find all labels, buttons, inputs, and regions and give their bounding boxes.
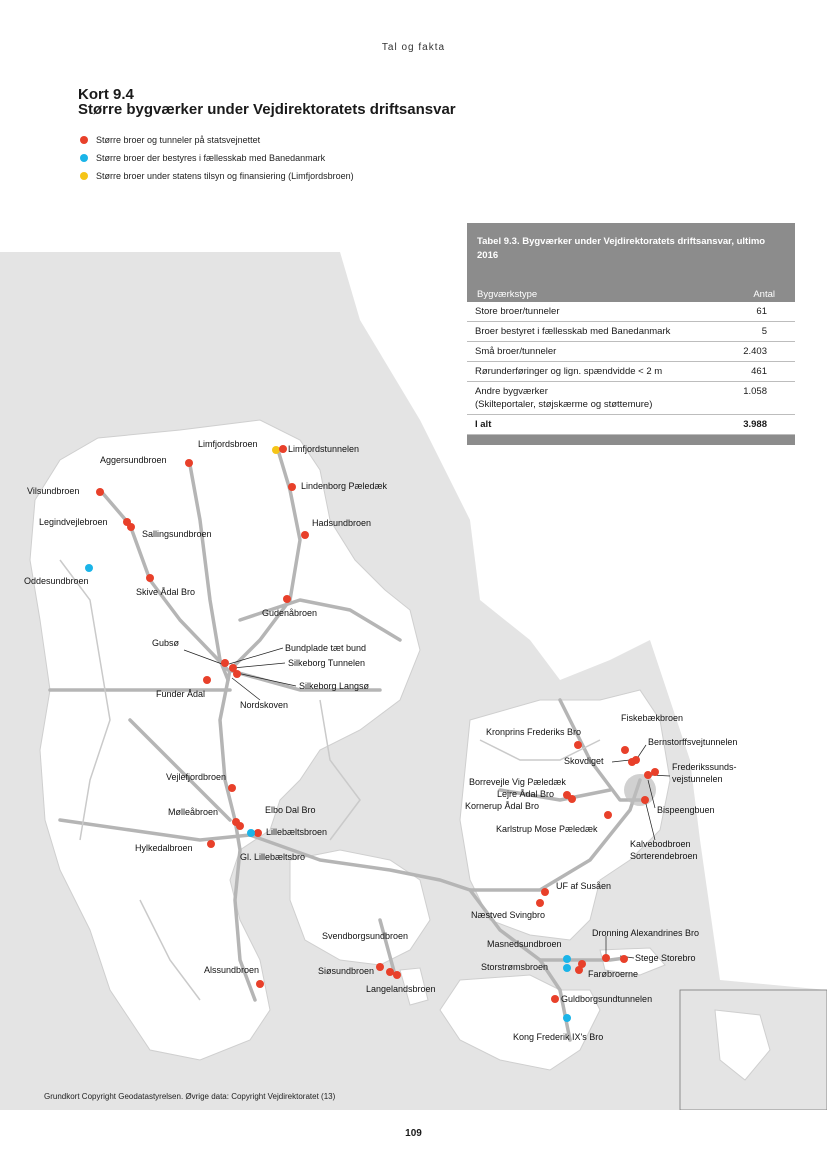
marker-gubsoe bbox=[221, 659, 229, 667]
label-kong-frederik: Kong Frederik IX's Bro bbox=[513, 1032, 604, 1042]
row-count: 61 bbox=[756, 306, 767, 317]
row-count: 461 bbox=[751, 366, 767, 377]
label-kornerup: Kornerup Ådal Bro bbox=[465, 801, 540, 811]
marker-aggersundbroen bbox=[185, 459, 193, 467]
table-title: Tabel 9.3. Bygværker under Vejdirektoratets driftsansvar, ultimo 2016 bbox=[467, 223, 795, 277]
label-aggersundbroen: Aggersundbroen bbox=[100, 455, 167, 465]
marker-fiskebaek bbox=[621, 746, 629, 754]
row-type-multi bbox=[475, 385, 652, 411]
marker-faroebroerne-2 bbox=[575, 966, 583, 974]
section-header: Tal og fakta bbox=[381, 42, 446, 53]
label-borrevejle: Borrevejle Vig Pæledæk bbox=[469, 777, 566, 787]
figure-title: Større bygværker under Vejdirektoratets driftsansvar bbox=[78, 101, 456, 118]
label-lillebaeltsbroen: Lillebæltsbroen bbox=[266, 827, 328, 837]
marker-silkeborg-langsoe bbox=[233, 670, 241, 678]
marker-elbo bbox=[236, 822, 244, 830]
label-silkeborg-langsoe: Silkeborg Langsø bbox=[299, 681, 370, 691]
label-silkeborg-tunnelen: Silkeborg Tunnelen bbox=[288, 658, 366, 668]
marker-kalvebod bbox=[641, 796, 649, 804]
marker-hylkedalbroen bbox=[207, 840, 215, 848]
label-guldborgsund: Guldborgsundtunnelen bbox=[561, 994, 653, 1004]
marker-storstroem bbox=[563, 964, 571, 972]
row-type: Rørunderføringer og lign. spændvidde < 2 m bbox=[475, 366, 663, 377]
label-gubsoe: Gubsø bbox=[152, 638, 180, 648]
label-stege: Stege Storebro bbox=[635, 953, 696, 963]
label-alssundbroen: Alssundbroen bbox=[204, 965, 260, 975]
total-count: 3.988 bbox=[743, 419, 767, 430]
marker-dronning bbox=[602, 954, 610, 962]
row-count: 1.058 bbox=[743, 386, 767, 397]
page-number: 109 bbox=[405, 1128, 422, 1139]
blue-dot-icon bbox=[80, 154, 88, 162]
marker-guldborgsund bbox=[551, 995, 559, 1003]
marker-uf-susaa bbox=[541, 888, 549, 896]
label-faroebroerne: Farøbroerne bbox=[588, 969, 639, 979]
legend-item-red bbox=[80, 135, 260, 145]
label-bispeengbuen: Bispeengbuen bbox=[657, 805, 715, 815]
marker-oddesundbroen bbox=[85, 564, 93, 572]
marker-funder bbox=[203, 676, 211, 684]
label-oddesundbroen: Oddesundbroen bbox=[24, 576, 89, 586]
label-fiskebaek: Fiskebækbroen bbox=[621, 713, 684, 723]
label-bernstorff: Bernstorffsvejtunnelen bbox=[648, 737, 738, 747]
marker-frederikssund bbox=[644, 771, 652, 779]
label-sallingsundbroen: Sallingsundbroen bbox=[142, 529, 212, 539]
marker-kronprins bbox=[574, 741, 582, 749]
label-hadsundbroen: Hadsundbroen bbox=[312, 518, 372, 528]
marker-stege bbox=[620, 955, 628, 963]
marker-lindenborg bbox=[288, 483, 296, 491]
label-limfjordstunnelen: Limfjordstunnelen bbox=[288, 444, 360, 454]
label-frederikssund-2: vejstunnelen bbox=[672, 774, 723, 784]
col-type: Bygværkstype bbox=[477, 289, 538, 300]
row-type: Små broer/tunneler bbox=[475, 346, 557, 357]
label-kronprins: Kronprins Frederiks Bro bbox=[486, 727, 582, 737]
label-siesundbroen: Siøsundbroen bbox=[318, 966, 375, 976]
label-elbo: Elbo Dal Bro bbox=[265, 805, 316, 815]
row-type: Broer bestyret i fællesskab med Banedanmark bbox=[475, 326, 671, 337]
marker-siesundbroen bbox=[386, 968, 394, 976]
label-funder: Funder Ådal bbox=[156, 689, 206, 699]
marker-limfjordsbroen bbox=[272, 446, 280, 454]
row-count: 5 bbox=[761, 326, 767, 337]
legend-item-blue bbox=[80, 153, 325, 163]
marker-gudenaabroen bbox=[283, 595, 291, 603]
marker-vilsundbroen bbox=[96, 488, 104, 496]
label-hylkedalbroen: Hylkedalbroen bbox=[135, 843, 193, 853]
marker-langelandsbroen bbox=[393, 971, 401, 979]
marker-limfjordstunnelen bbox=[279, 445, 287, 453]
marker-naestved bbox=[536, 899, 544, 907]
marker-lejre bbox=[568, 795, 576, 803]
marker-masnedsund bbox=[563, 955, 571, 963]
marker-skive bbox=[146, 574, 154, 582]
stats-table bbox=[467, 223, 795, 445]
row-count: 2.403 bbox=[743, 346, 767, 357]
row-type-detail: (Skilteportaler, støjskærme og støttemure) bbox=[475, 399, 653, 410]
label-sorterende: Sorterendebroen bbox=[630, 851, 698, 861]
marker-gl-lillebaelt bbox=[247, 829, 255, 837]
table-row bbox=[467, 382, 795, 415]
table-row bbox=[467, 362, 795, 382]
marker-kong-frederik bbox=[563, 1014, 571, 1022]
map-credit: Grundkort Copyright Geodatastyrelsen. Øvrige data: Copyright Vejdirektoratet (13) bbox=[44, 1092, 336, 1101]
legend-item-yellow bbox=[80, 171, 354, 181]
row-type: Store broer/tunneler bbox=[475, 306, 560, 317]
legend-label: Større broer og tunneler på statsvejnettet bbox=[96, 135, 261, 145]
label-masnedsund: Masnedsundbroen bbox=[487, 939, 562, 949]
row-type: Andre bygværker bbox=[475, 386, 548, 397]
table-row bbox=[467, 342, 795, 362]
table-row bbox=[467, 322, 795, 342]
total-label: I alt bbox=[475, 419, 492, 430]
label-skive: Skive Ådal Bro bbox=[136, 587, 196, 597]
marker-hadsundbroen bbox=[301, 531, 309, 539]
marker-alssundbroen bbox=[256, 980, 264, 988]
label-nordskoven: Nordskoven bbox=[240, 700, 289, 710]
label-vejlefjordbroen: Vejlefjordbroen bbox=[166, 772, 227, 782]
label-naestved: Næstved Svingbro bbox=[471, 910, 546, 920]
label-lindenborg: Lindenborg Pæledæk bbox=[301, 481, 388, 491]
label-karlstrup: Karlstrup Mose Pæledæk bbox=[496, 824, 598, 834]
yellow-dot-icon bbox=[80, 172, 88, 180]
label-legindvejlebroen: Legindvejlebroen bbox=[39, 517, 108, 527]
table-column-header bbox=[467, 277, 795, 302]
marker-karlstrup bbox=[604, 811, 612, 819]
table-footer-bar bbox=[467, 435, 795, 445]
col-count: Antal bbox=[753, 289, 775, 300]
label-frederikssund-1: Frederikssunds- bbox=[672, 762, 737, 772]
label-gl-lillebaelt: Gl. Lillebæltsbro bbox=[240, 852, 306, 862]
label-gudenaabroen: Gudenåbroen bbox=[262, 608, 318, 618]
marker-skovdiget bbox=[628, 758, 636, 766]
table-total-row bbox=[467, 415, 795, 435]
label-bundplade: Bundplade tæt bund bbox=[285, 643, 367, 653]
label-dronning: Dronning Alexandrines Bro bbox=[592, 928, 700, 938]
label-langelandsbroen: Langelandsbroen bbox=[366, 984, 436, 994]
marker-bispeengbuen bbox=[651, 768, 659, 776]
marker-lillebaeltsbroen bbox=[254, 829, 262, 837]
label-svendborgsundbroen: Svendborgsundbroen bbox=[322, 931, 409, 941]
label-kalvebod: Kalvebodbroen bbox=[630, 839, 691, 849]
label-vilsundbroen: Vilsundbroen bbox=[27, 486, 80, 496]
table-row bbox=[467, 302, 795, 322]
legend-label: Større broer under statens tilsyn og finansiering (Limfjordsbroen) bbox=[96, 171, 354, 181]
label-storstroem: Storstrømsbroen bbox=[481, 962, 549, 972]
marker-sallingsundbroen bbox=[127, 523, 135, 531]
figure-number: Kort 9.4 bbox=[78, 86, 134, 103]
label-uf-susaa: UF af Susåen bbox=[556, 881, 612, 891]
label-lejre: Lejre Ådal Bro bbox=[497, 789, 555, 799]
legend-label: Større broer der bestyres i fællesskab med Banedanmark bbox=[96, 153, 326, 163]
label-limfjordsbroen: Limfjordsbroen bbox=[198, 439, 258, 449]
marker-vejlefjordbroen bbox=[228, 784, 236, 792]
label-moelleaabroen: Mølleåbroen bbox=[168, 807, 219, 817]
marker-svendborgsundbroen bbox=[376, 963, 384, 971]
red-dot-icon bbox=[80, 136, 88, 144]
label-skovdiget: Skovdiget bbox=[564, 756, 604, 766]
